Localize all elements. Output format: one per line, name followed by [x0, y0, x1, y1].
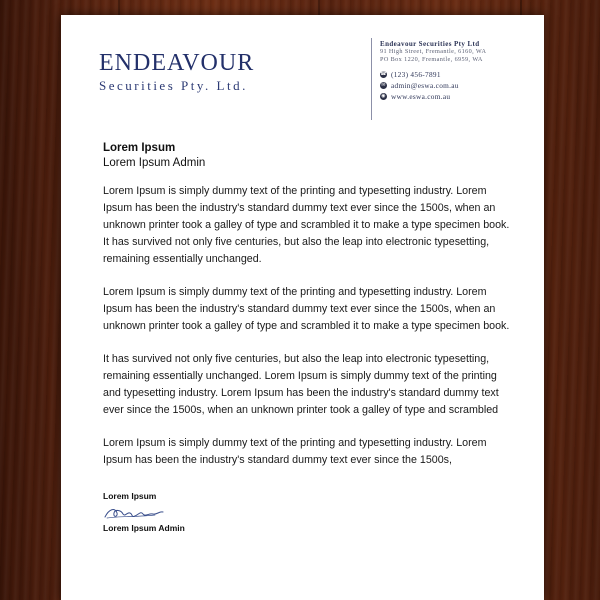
logo-subtitle: Securities Pty. Ltd. — [99, 78, 248, 93]
contact-phone — [380, 69, 486, 80]
address-line: PO Box 1220, Fremantle, 6959, WA — [380, 56, 483, 63]
address-line: 91 High Street, Fremantle, 6160, WA — [380, 48, 487, 55]
logo-wordmark: ENDEAVOUR — [99, 50, 255, 76]
web-icon: ◉ — [381, 94, 386, 99]
body-paragraph: Lorem Ipsum is simply dummy text of the printing and typesetting industry. Lorem Ipsum has been the industry's standard dummy text ever since the 1500s, when an unknown printer took a galley of type and scrambled it to make a type specimen book. It has survived not only five centuries, but also the leap into electronic typesetting, remaining essentially unchanged. — [103, 185, 510, 265]
contact-block — [371, 38, 486, 120]
recipient-role: Lorem Ipsum Admin — [103, 157, 206, 169]
signoff-block — [103, 491, 185, 533]
company-name: Endeavour Securities Pty Ltd — [380, 40, 480, 48]
recipient-block — [103, 141, 205, 171]
recipient-name: Lorem Ipsum — [103, 142, 176, 154]
signoff-role: Lorem Ipsum Admin — [103, 523, 185, 533]
signature-scribble — [103, 505, 165, 521]
contact-email — [380, 80, 486, 91]
contact-web — [380, 91, 486, 102]
email-icon: ✉ — [381, 83, 386, 88]
letter-sheet — [61, 15, 544, 600]
company-logo — [99, 51, 254, 94]
phone-text: (123) 456-7891 — [391, 70, 441, 79]
web-text: www.eswa.com.au — [391, 92, 451, 101]
body-paragraph: Lorem Ipsum is simply dummy text of the printing and typesetting industry. Lorem Ipsum has been the industry's standard dummy text ever since the 1500s, — [103, 437, 487, 466]
phone-icon: ☎ — [380, 72, 387, 77]
signoff-name: Lorem Ipsum — [103, 491, 157, 501]
letter-body — [103, 183, 513, 485]
body-paragraph: Lorem Ipsum is simply dummy text of the printing and typesetting industry. Lorem Ipsum has been the industry's standard dummy text ever since the 1500s, when an unknown printer took a galley of type and scrambled it to make a type specimen book. — [103, 286, 510, 332]
body-paragraph: It has survived not only five centuries, but also the leap into electronic typesetting, remaining essentially unchanged. Lorem Ipsum is simply dummy text of the printing and typesetting industry. Lorem Ipsum has been the industry's standard dummy text ever since the 1500s, when an unknown printer took a galley of type and scrambled — [103, 353, 499, 416]
email-text: admin@eswa.com.au — [391, 81, 459, 90]
